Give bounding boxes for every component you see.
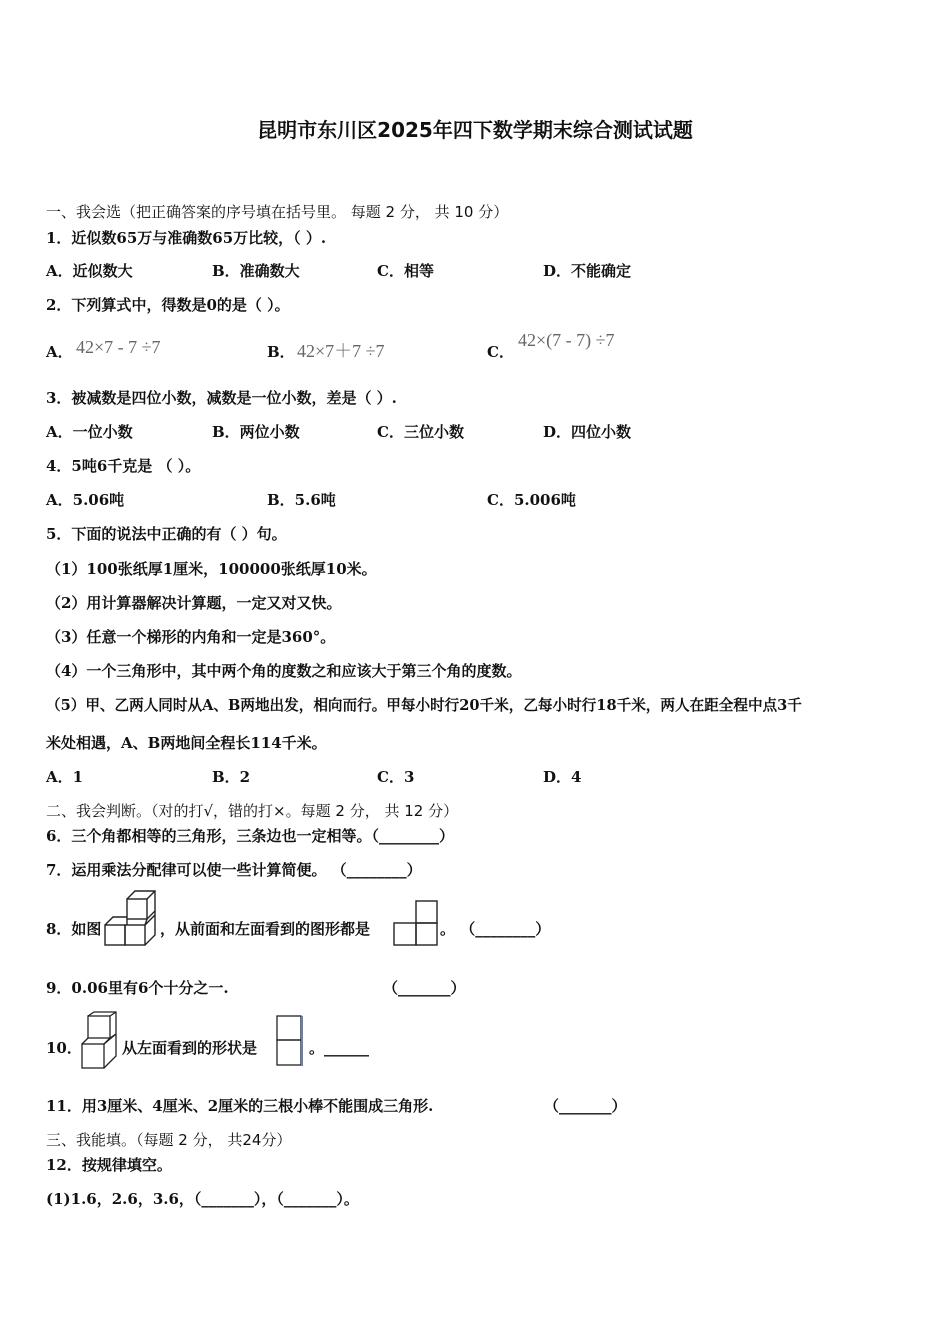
q5-statement-1: （1）100张纸厚1厘米，100000张纸厚10米。 (46, 560, 377, 578)
q3-option-b: B．两位小数 (212, 423, 300, 441)
q3-option-d: D．四位小数 (543, 423, 632, 441)
question-8-prefix: 8．如图 (46, 920, 102, 938)
q2-formula-b: 42×7＋7 ÷7 (297, 341, 385, 361)
q10-view-figure (274, 1013, 304, 1069)
q1-option-c: C．相等 (377, 262, 434, 280)
q2-option-a-label: A． (46, 343, 73, 361)
question-11: 11．用3厘米、4厘米、2厘米的三根小棒不能围成三角形. (46, 1097, 434, 1115)
q1-option-d: D．不能确定 (543, 262, 632, 280)
page-title: 昆明市东川区2025年四下数学期末综合测试试题 (257, 118, 693, 142)
q5-option-c: C．3 (377, 768, 415, 786)
q5-option-d: D．4 (543, 768, 582, 786)
question-10-suffix: 。______ (309, 1039, 370, 1057)
question-7: 7．运用乘法分配律可以使一些计算简便。 （________） (46, 861, 422, 879)
q4-option-a: A．5.06吨 (46, 491, 125, 509)
q2-formula-a: 42×7 - 7 ÷7 (76, 337, 161, 357)
q1-option-b: B．准确数大 (212, 262, 300, 280)
q8-cube-figure (103, 889, 159, 947)
q2-option-c-label: C． (487, 343, 514, 361)
q1-option-a: A．近似数大 (46, 262, 133, 280)
question-10-middle: 从左面看到的形状是 (122, 1039, 258, 1057)
question-3: 3．被减数是四位小数，减数是一位小数，差是（ ）. (46, 389, 397, 407)
section-heading-1: 一、我会选（把正确答案的序号填在括号里。 每题 2 分， 共 10 分） (46, 203, 509, 221)
q3-option-c: C．三位小数 (377, 423, 464, 441)
section-heading-3: 三、我能填。（每题 2 分， 共24分） (46, 1131, 292, 1149)
question-6: 6．三个角都相等的三角形，三条边也一定相等。（________） (46, 827, 454, 845)
question-5: 5．下面的说法中正确的有（ ）句。 (46, 525, 287, 543)
q2-formula-c: 42×(7 - 7) ÷7 (518, 330, 615, 350)
q5-option-a: A．1 (46, 768, 84, 786)
q9-answer-blank[interactable]: （_______） (383, 979, 466, 997)
question-12-part-1: (1)1.6，2.6，3.6，（_______），（_______）。 (46, 1190, 359, 1208)
q3-option-a: A．一位小数 (46, 423, 133, 441)
question-8-middle: ，从前面和左面看到的图形都是 (160, 920, 371, 938)
question-12: 12．按规律填空。 (46, 1156, 172, 1174)
question-2: 2．下列算式中，得数是0的是（ ）。 (46, 296, 290, 314)
question-4: 4．5吨6千克是 （ ）。 (46, 457, 201, 475)
q5-option-b: B．2 (212, 768, 251, 786)
q10-cube-figure (78, 1010, 120, 1072)
question-1: 1．近似数65万与准确数65万比较，（ ）. (46, 229, 327, 247)
question-8-suffix: 。 （________） (440, 920, 551, 938)
q5-statement-4: （4）一个三角形中，其中两个角的度数之和应该大于第三个角的度数。 (46, 662, 522, 680)
q5-statement-3: （3）任意一个梯形的内角和一定是360°。 (46, 628, 336, 646)
q5-statement-5-cont: 米处相遇，A、B两地间全程长114千米。 (46, 734, 327, 752)
q4-option-b: B．5.6吨 (267, 491, 336, 509)
q4-option-c: C．5.006吨 (487, 491, 576, 509)
q11-answer-blank[interactable]: （_______） (544, 1097, 627, 1115)
q5-statement-5: （5）甲、乙两人同时从A、B两地出发，相向而行。甲每小时行20千米，乙每小时行18千米，两人在距全程中点3千 (46, 697, 802, 714)
section-heading-2: 二、我会判断。（对的打√，错的打×。每题 2 分， 共 12 分） (46, 802, 459, 820)
question-10-prefix: 10． (46, 1039, 82, 1057)
q2-option-b-label: B． (267, 343, 295, 361)
question-9: 9．0.06里有6个十分之一. (46, 979, 229, 997)
q8-view-figure (392, 899, 440, 947)
q5-statement-2: （2）用计算器解决计算题，一定又对又快。 (46, 594, 342, 612)
